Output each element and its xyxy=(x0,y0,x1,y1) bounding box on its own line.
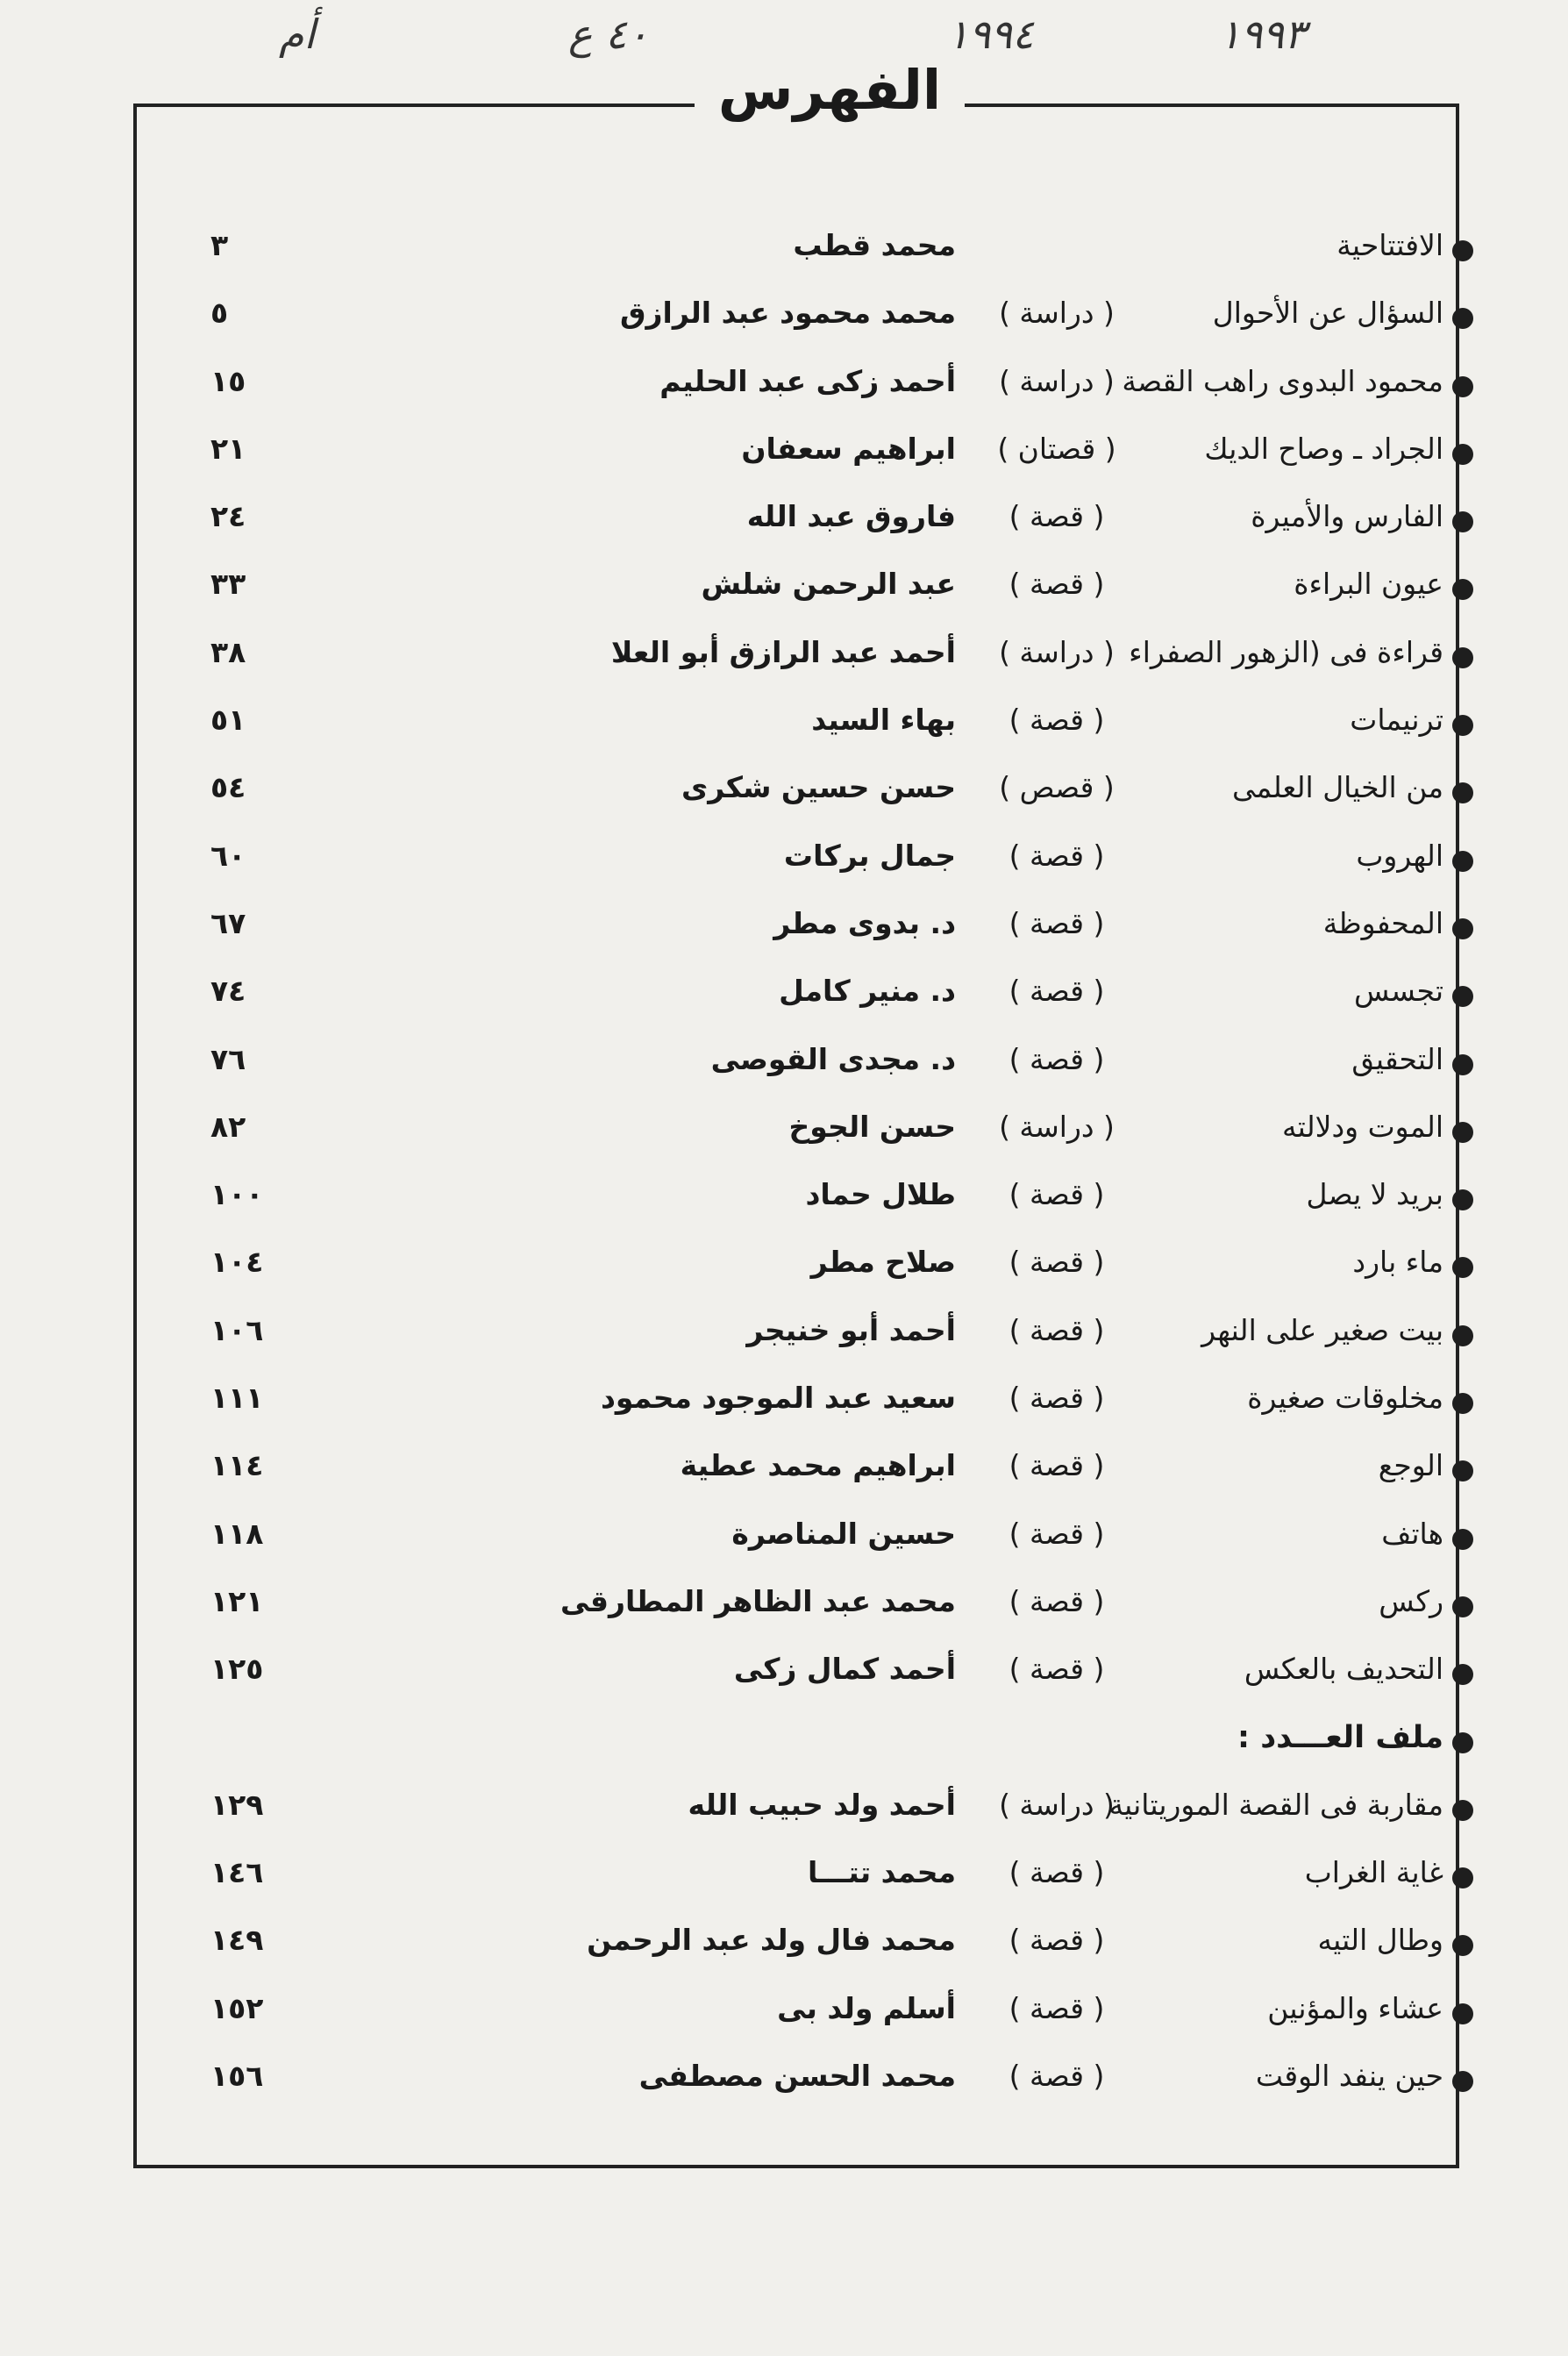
toc-entry-row xyxy=(149,419,1443,487)
bullet-icon xyxy=(1452,579,1473,600)
toc-entry-row xyxy=(149,961,1443,1029)
entry-page-number: ١٠٤ xyxy=(210,1245,264,1280)
entry-genre: ( قصة ) xyxy=(1009,1990,1105,2025)
entry-page-number: ١٥٦ xyxy=(210,2059,264,2094)
entry-title: بريد لا يصل xyxy=(1306,1177,1443,1212)
entry-page-number: ٥ xyxy=(210,296,229,331)
toc-entry-row xyxy=(149,2046,1443,2114)
entry-author: أحمد زكى عبد الحليم xyxy=(659,363,956,398)
bullet-icon xyxy=(1452,1460,1473,1481)
entry-genre: ( قصة ) xyxy=(1009,1855,1105,1890)
entry-title: مقاربة فى القصة الموريتانية xyxy=(1108,1787,1443,1822)
toc-entry-row xyxy=(149,1368,1443,1436)
entry-genre: ( دراسة ) xyxy=(999,296,1115,331)
toc-entry-row xyxy=(149,554,1443,622)
entry-page-number: ٥٤ xyxy=(210,770,246,805)
entry-genre: ( قصة ) xyxy=(1009,1041,1105,1076)
entry-title: الوجع xyxy=(1378,1448,1443,1483)
entry-author: فاروق عبد الله xyxy=(746,499,956,534)
entry-author: عبد الرحمن شلش xyxy=(701,567,956,602)
entry-page-number: ٨٢ xyxy=(210,1109,246,1144)
bullet-icon xyxy=(1452,1664,1473,1685)
entry-author: محمد محمود عبد الرازق xyxy=(620,296,956,331)
handwritten-note: ﺃﻡ xyxy=(279,11,316,58)
entry-title: قراءة فى (الزهور الصفراء xyxy=(1129,634,1443,669)
toc-entry-row xyxy=(149,1301,1443,1368)
bullet-icon xyxy=(1452,376,1473,397)
entry-title: عيون البراءة xyxy=(1294,567,1443,602)
entry-genre: ( قصة ) xyxy=(1009,905,1105,940)
toc-entry-row xyxy=(149,1775,1443,1843)
toc-entry-row xyxy=(149,1232,1443,1300)
entry-title: محمود البدوى راهب القصة xyxy=(1122,363,1443,398)
page-title: الفهرس xyxy=(717,58,942,122)
entry-page-number: ١٢٩ xyxy=(210,1787,264,1822)
entry-title: الموت ودلالته xyxy=(1281,1109,1443,1144)
entry-genre: ( قصة ) xyxy=(1009,567,1105,602)
entry-page-number: ١١٨ xyxy=(210,1516,264,1551)
bullet-icon xyxy=(1452,1596,1473,1617)
entry-author: أحمد أبو خنيجر xyxy=(746,1312,956,1347)
entry-genre: ( قصة ) xyxy=(1009,838,1105,873)
toc-entry-row xyxy=(149,758,1443,825)
entry-title: ملف العـــدد : xyxy=(1237,1719,1443,1755)
bullet-icon xyxy=(1452,444,1473,465)
bullet-icon xyxy=(1452,511,1473,532)
entry-author: أسلم ولد بى xyxy=(777,1990,956,2025)
entry-title: الافتتاحية xyxy=(1336,228,1443,262)
entry-author: محمد عبد الظاهر المطارقى xyxy=(560,1583,956,1618)
toc-entry-row xyxy=(149,1639,1443,1707)
bullet-icon xyxy=(1452,1325,1473,1346)
entry-genre: ( قصتان ) xyxy=(997,431,1116,466)
entry-page-number: ١٠٠ xyxy=(210,1177,264,1212)
entry-author: بهاء السيد xyxy=(811,703,956,738)
toc-entry-row xyxy=(149,1843,1443,1910)
entry-author: د. منير كامل xyxy=(779,974,956,1009)
entry-author: حسن الجوخ xyxy=(788,1109,956,1144)
entry-author: د. مجدى القوصى xyxy=(710,1041,956,1076)
entry-page-number: ٦٠ xyxy=(210,838,246,873)
bullet-icon xyxy=(1452,2003,1473,2024)
entry-genre: ( قصص ) xyxy=(999,770,1115,805)
toc-entry-row xyxy=(149,1504,1443,1572)
entry-title: مخلوقات صغيرة xyxy=(1247,1381,1443,1416)
entry-title: من الخيال العلمى xyxy=(1232,770,1443,805)
entry-genre: ( قصة ) xyxy=(1009,1516,1105,1551)
bullet-icon xyxy=(1452,782,1473,803)
entry-page-number: ٧٤ xyxy=(210,974,246,1009)
entry-page-number: ١١١ xyxy=(210,1381,264,1416)
entry-genre: ( قصة ) xyxy=(1009,1923,1105,1958)
entry-title: المحفوظة xyxy=(1322,905,1443,940)
entry-title: وطال التيه xyxy=(1317,1923,1443,1958)
bullet-icon xyxy=(1452,647,1473,668)
entry-author: سعيد عبد الموجود محمود xyxy=(600,1381,956,1416)
entry-title: ماء بارد xyxy=(1352,1245,1443,1280)
entry-genre: ( قصة ) xyxy=(1009,499,1105,534)
entry-genre: ( دراسة ) xyxy=(999,634,1115,669)
entry-author: أحمد كمال زكى xyxy=(733,1652,956,1687)
toc-entry-row xyxy=(149,283,1443,351)
entry-author: محمد قطب xyxy=(793,228,956,262)
entry-author: صلاح مطر xyxy=(810,1245,956,1280)
entry-author: حسين المناصرة xyxy=(731,1516,956,1551)
toc-entry-row xyxy=(149,216,1443,283)
entry-genre: ( قصة ) xyxy=(1009,1177,1105,1212)
entry-author: طلال حماد xyxy=(805,1177,956,1212)
bullet-icon xyxy=(1452,308,1473,329)
toc-entry-row xyxy=(149,1097,1443,1165)
toc-entry-row xyxy=(149,1030,1443,1097)
entry-title: الهروب xyxy=(1356,838,1443,873)
entry-author: محمد تتـــا xyxy=(808,1855,956,1890)
entry-author: ابراهيم سعفان xyxy=(741,431,956,466)
entry-page-number: ١٢٥ xyxy=(210,1652,264,1687)
toc-entry-row xyxy=(149,826,1443,894)
toc-entry-row xyxy=(149,1910,1443,1978)
entry-page-number: ١٥ xyxy=(210,363,246,398)
entry-author: أحمد عبد الرازق أبو العلا xyxy=(610,634,956,669)
entry-title: الجراد ـ وصاح الديك xyxy=(1204,431,1443,466)
entry-title: حين ينفد الوقت xyxy=(1255,2059,1443,2094)
bullet-icon xyxy=(1452,240,1473,261)
bullet-icon xyxy=(1452,1800,1473,1821)
entry-genre: ( دراسة ) xyxy=(999,1109,1115,1144)
toc-entry-row xyxy=(149,1979,1443,2046)
toc-entry-row xyxy=(149,690,1443,758)
bullet-icon xyxy=(1452,1189,1473,1210)
entry-page-number: ٧٦ xyxy=(210,1041,246,1076)
entry-page-number: ٣٣ xyxy=(210,567,246,602)
entry-title: التحديف بالعكس xyxy=(1244,1652,1443,1687)
entry-title: تجسس xyxy=(1354,974,1443,1009)
bullet-icon xyxy=(1452,2071,1473,2092)
entry-author: ابراهيم محمد عطية xyxy=(680,1448,956,1483)
entry-title: غاية الغراب xyxy=(1304,1855,1443,1890)
entry-genre: ( قصة ) xyxy=(1009,703,1105,738)
section-heading-row xyxy=(149,1708,1443,1775)
toc-entry-row xyxy=(149,352,1443,419)
bullet-icon xyxy=(1452,1732,1473,1753)
toc-entry-row xyxy=(149,623,1443,690)
entry-title: ركس xyxy=(1379,1583,1443,1618)
handwritten-note: ٤٠ ع xyxy=(568,11,649,58)
bullet-icon xyxy=(1452,1054,1473,1075)
entry-title: هاتف xyxy=(1381,1516,1443,1551)
entry-title: بيت صغير على النهر xyxy=(1201,1312,1443,1347)
entry-page-number: ٢٤ xyxy=(210,499,246,534)
entry-genre: ( قصة ) xyxy=(1009,974,1105,1009)
table-of-contents xyxy=(149,216,1443,2114)
bullet-icon xyxy=(1452,1529,1473,1550)
entry-genre: ( قصة ) xyxy=(1009,1652,1105,1687)
entry-genre: ( قصة ) xyxy=(1009,1312,1105,1347)
entry-author: د. بدوى مطر xyxy=(773,905,956,940)
entry-genre: ( دراسة ) xyxy=(999,363,1115,398)
entry-page-number: ١١٤ xyxy=(210,1448,264,1483)
entry-author: حسن حسين شكرى xyxy=(681,770,956,805)
entry-genre: ( قصة ) xyxy=(1009,1448,1105,1483)
entry-genre: ( دراسة ) xyxy=(999,1787,1115,1822)
entry-page-number: ١٤٩ xyxy=(210,1923,264,1958)
bullet-icon xyxy=(1452,918,1473,939)
toc-entry-row xyxy=(149,1572,1443,1639)
entry-page-number: ٣ xyxy=(210,228,229,262)
entry-genre: ( قصة ) xyxy=(1009,2059,1105,2094)
entry-genre: ( قصة ) xyxy=(1009,1583,1105,1618)
bullet-icon xyxy=(1452,1867,1473,1888)
entry-genre: ( قصة ) xyxy=(1009,1381,1105,1416)
toc-entry-row xyxy=(149,894,1443,961)
entry-author: محمد الحسن مصطفى xyxy=(638,2059,956,2094)
entry-page-number: ١٢١ xyxy=(210,1583,264,1618)
toc-entry-row xyxy=(149,487,1443,554)
entry-title: التحقيق xyxy=(1351,1041,1443,1076)
entry-page-number: ١٤٦ xyxy=(210,1855,264,1890)
entry-page-number: ٥١ xyxy=(210,703,246,738)
entry-author: جمال بركات xyxy=(783,838,956,873)
entry-page-number: ٦٧ xyxy=(210,905,246,940)
bullet-icon xyxy=(1452,986,1473,1007)
bullet-icon xyxy=(1452,1257,1473,1278)
entry-author: محمد فال ولد عبد الرحمن xyxy=(587,1923,956,1958)
entry-title: ترنيمات xyxy=(1350,703,1443,738)
bullet-icon xyxy=(1452,715,1473,736)
entry-title: السؤال عن الأحوال xyxy=(1212,296,1443,331)
bullet-icon xyxy=(1452,1393,1473,1414)
bullet-icon xyxy=(1452,1122,1473,1143)
entry-page-number: ٣٨ xyxy=(210,634,246,669)
entry-title: عشاء والمؤنين xyxy=(1267,1990,1443,2025)
handwritten-note: ١٩٩٤ xyxy=(947,11,1034,58)
entry-author: أحمد ولد حبيب الله xyxy=(688,1787,956,1822)
toc-entry-row xyxy=(149,1436,1443,1503)
entry-page-number: ١٠٦ xyxy=(210,1312,264,1347)
bullet-icon xyxy=(1452,1935,1473,1956)
toc-entry-row xyxy=(149,1165,1443,1232)
bullet-icon xyxy=(1452,851,1473,872)
entry-page-number: ١٥٢ xyxy=(210,1990,264,2025)
entry-title: الفارس والأميرة xyxy=(1251,499,1443,534)
entry-page-number: ٢١ xyxy=(210,431,246,466)
entry-genre: ( قصة ) xyxy=(1009,1245,1105,1280)
handwritten-note: ١٩٩٣ xyxy=(1219,11,1306,58)
